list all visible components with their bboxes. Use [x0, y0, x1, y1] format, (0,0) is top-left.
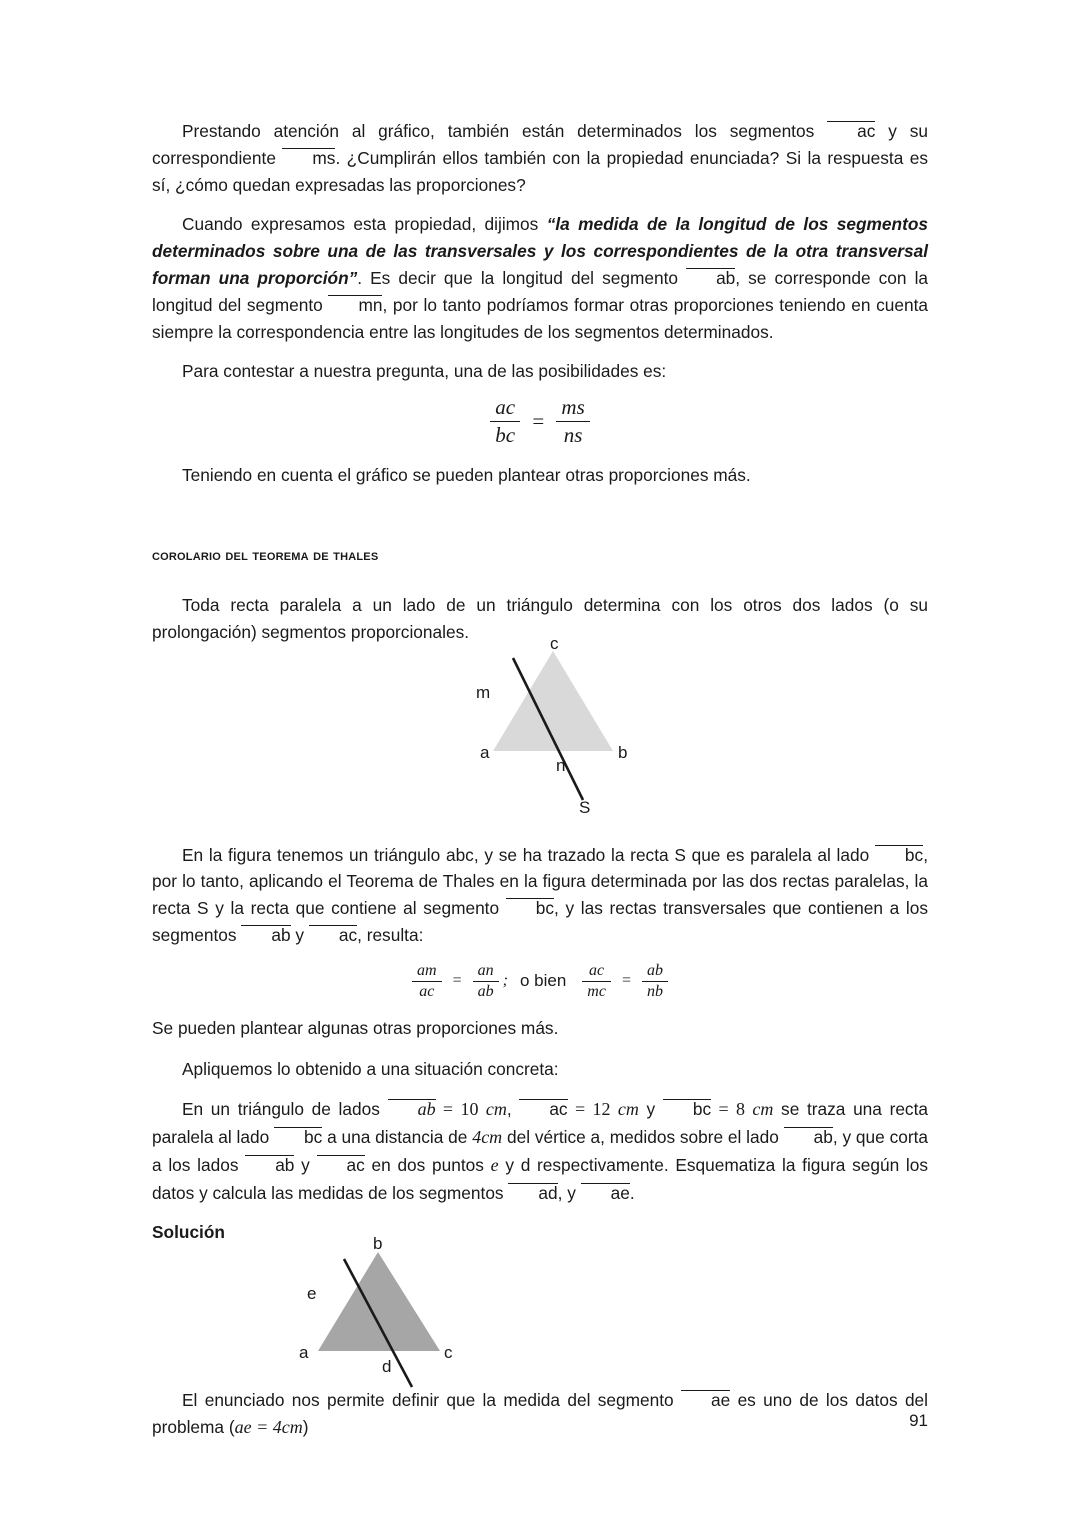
figure-2-label-b: b [373, 1233, 383, 1253]
paragraph-9-unit-1: cm [485, 1099, 507, 1120]
figure-2-label-e: e [307, 1283, 317, 1303]
segment-ae-overline-1: ae [581, 1183, 630, 1203]
math-segment-ab-1: ab [388, 1099, 436, 1119]
paragraph-9-eq-1: = 10 [435, 1099, 486, 1120]
paragraph-4: Teniendo en cuenta el gráfico se pueden plantear otras proporciones más. [182, 465, 751, 486]
figure-1-label-m: m [476, 682, 491, 702]
figure-1-label-n: n [556, 755, 566, 775]
figure-2-label-d: d [382, 1356, 392, 1376]
paragraph-10-text-a: El enunciado nos permite definir que la medida del segmento [182, 1389, 681, 1410]
equation-1 [152, 395, 928, 448]
paragraph-9-text-d: del vértice a, medidos sobre el lado [502, 1127, 784, 1148]
equation-2-num-ab: ab [642, 962, 668, 982]
equation-2-fraction-am-ac [412, 962, 442, 1001]
paragraph-9-text-j: . [629, 1183, 635, 1204]
figure-1-label-b: b [618, 742, 628, 762]
segment-ac-overline-3: ac [519, 1099, 567, 1119]
paragraph-9-distance: 4cm [472, 1127, 503, 1148]
paragraph-10-text-b: es uno de los datos del problema ( [152, 1389, 929, 1437]
paragraph-6 [152, 842, 928, 949]
label-solucion: Solución [152, 1221, 225, 1242]
equation-1-left-fraction [490, 395, 520, 448]
equation-2-equals-2: = [621, 972, 631, 990]
equation-1-equals-sign: = [532, 409, 545, 434]
paragraph-2 [152, 211, 928, 345]
segment-bc-overline-3: bc [663, 1099, 711, 1119]
equation-2-fraction-ac-mc [582, 962, 611, 1001]
figure-1-label-s: S [579, 797, 591, 817]
figure-2-svg [152, 1227, 928, 1403]
paragraph-9-unit-3: cm [752, 1099, 774, 1120]
paragraph-9-text-b: se traza una recta paralela al lado [152, 1099, 928, 1148]
paragraph-1 [152, 118, 928, 198]
figure-1-svg [152, 650, 928, 842]
equation-2-connector: o bien [519, 971, 567, 991]
figure-2-label-a: a [299, 1342, 309, 1362]
segment-mn-overline: mn [328, 295, 382, 315]
figure-2-triangle-shape [318, 1252, 440, 1351]
equation-2-den-mc: mc [587, 982, 606, 1000]
paragraph-1-text-a: Prestando atención al gráfico, también están determinados los segmentos [182, 121, 828, 141]
equation-2-den-nb: nb [646, 982, 663, 1000]
paragraph-9-text-h: y d respectivamente. Esquematiza la figura según los datos y calcula las medidas de los segmentos [152, 1155, 929, 1204]
paragraph-2-quote: “la medida de la longitud de los segmentos determinados sobre una de las transversales y los correspondientes de la otra transversal forman una proporción” [152, 214, 929, 288]
figure-2-triangle-abc-solution [152, 1227, 928, 1387]
section-heading-corolario: corolario del teorema de thales [152, 546, 379, 564]
paragraph-2-text-c: , se corresponde con la longitud del segmento [152, 267, 929, 315]
paragraph-9-text-a: En un triángulo de lados [182, 1099, 388, 1120]
equation-2-num-am: am [412, 962, 442, 982]
paragraph-10-text-c: ) [302, 1416, 309, 1437]
segment-ab-overline-3: ab [784, 1127, 833, 1147]
paragraph-2-text-b: . Es decir que la longitud del segmento [357, 267, 687, 288]
paragraph-6-text-c: , y las rectas transversales que contienen a los segmentos [152, 898, 928, 945]
paragraph-9-text-e: , y que corta a los lados [152, 1127, 928, 1176]
paragraph-9-comma: , [506, 1099, 520, 1120]
paragraph-9-unit-2: cm [617, 1099, 639, 1120]
paragraph-5: Toda recta paralela a un lado de un triángulo determina con los otros dos lados (o su prolongación) segmentos proporcionales. [152, 594, 928, 642]
equation-2-fraction-ab-nb [642, 962, 668, 1001]
equation-2-equals-1: = [452, 972, 462, 990]
paragraph-1-text-c: . ¿Cumplirán ellos también con la propiedad enunciada? Si la respuesta es sí, ¿cómo quedan expresadas las proporciones? [152, 147, 928, 195]
paragraph-8: Apliquemos lo obtenido a una situación concreta: [182, 1058, 559, 1079]
paragraph-2-text-a: Cuando expresamos esta propiedad, dijimos [182, 214, 547, 235]
equation-1-left-denominator: bc [495, 423, 516, 448]
segment-ac-overline: ac [827, 121, 875, 141]
paragraph-9 [152, 1096, 928, 1206]
equation-1-right-denominator: ns [563, 423, 583, 448]
paragraph-6-text-a: En la figura tenemos un triángulo abc, y se ha trazado la recta S que es paralela al lado [182, 844, 875, 865]
segment-ac-overline-4: ac [317, 1155, 365, 1175]
segment-bc-overline-1: bc [875, 845, 923, 865]
paragraph-9-y-1: y [638, 1099, 663, 1120]
figure-1-label-c: c [550, 633, 559, 653]
segment-bc-overline-2: bc [506, 898, 554, 918]
segment-ad-overline: ad [508, 1183, 557, 1203]
paragraph-7: Se pueden plantear algunas otras proporciones más. [152, 1017, 559, 1038]
paragraph-9-point-e: e [490, 1155, 499, 1176]
segment-ms-overline: ms [282, 148, 335, 168]
figure-2-label-c: c [444, 1342, 453, 1362]
equation-2-den-ab: ab [477, 982, 494, 1000]
equation-2-semicolon: ; [502, 972, 508, 990]
paragraph-3: Para contestar a nuestra pregunta, una de las posibilidades es: [182, 361, 667, 382]
equation-2-num-an: an [473, 962, 499, 982]
equation-1-right-fraction [556, 395, 589, 448]
segment-ac-overline-2: ac [309, 925, 357, 945]
paragraph-2-text-d: , por lo tanto podríamos formar otras proporciones teniendo en cuenta siempre la correspondencia entre las longitudes de los segmentos determinados. [152, 294, 928, 342]
segment-ae-overline-2: ae [681, 1390, 730, 1410]
segment-ab-overline: ab [686, 268, 735, 288]
equation-2 [152, 962, 928, 1001]
paragraph-6-text-e: , resulta: [357, 924, 424, 945]
paragraph-9-text-g: en dos puntos [364, 1155, 491, 1176]
paragraph-9-eq-3: = 8 [711, 1099, 753, 1120]
segment-ab-overline-4: ab [245, 1155, 294, 1175]
page-content [152, 118, 928, 1442]
page-number: 91 [909, 1411, 928, 1430]
paragraph-10-math: ae = 4cm [234, 1416, 303, 1437]
paragraph-9-text-f: y [294, 1155, 317, 1176]
figure-1-triangle-abc [152, 633, 928, 842]
paragraph-6-text-d: y [290, 924, 309, 945]
paragraph-1-text-b: y su correspondiente [152, 121, 928, 168]
equation-1-left-numerator: ac [490, 395, 520, 422]
figure-1-label-a: a [480, 742, 490, 762]
equation-1-right-numerator: ms [556, 395, 589, 422]
paragraph-9-text-c: a una distancia de [322, 1127, 473, 1148]
paragraph-6-text-b: , por lo tanto, aplicando el Teorema de Thales en la figura determinada por las dos rectas paralelas, la recta S y la recta que contiene al segmento [152, 844, 928, 919]
figure-1-triangle-shape [493, 651, 613, 751]
segment-bc-overline-4: bc [274, 1127, 322, 1147]
paragraph-9-text-i: , y [557, 1183, 581, 1204]
paragraph-9-eq-2: = 12 [567, 1099, 618, 1120]
segment-ab-overline-2: ab [241, 925, 290, 945]
equation-2-den-ac: ac [419, 982, 435, 1000]
equation-2-fraction-an-ab [473, 962, 499, 1001]
equation-2-num-ac: ac [582, 962, 611, 982]
